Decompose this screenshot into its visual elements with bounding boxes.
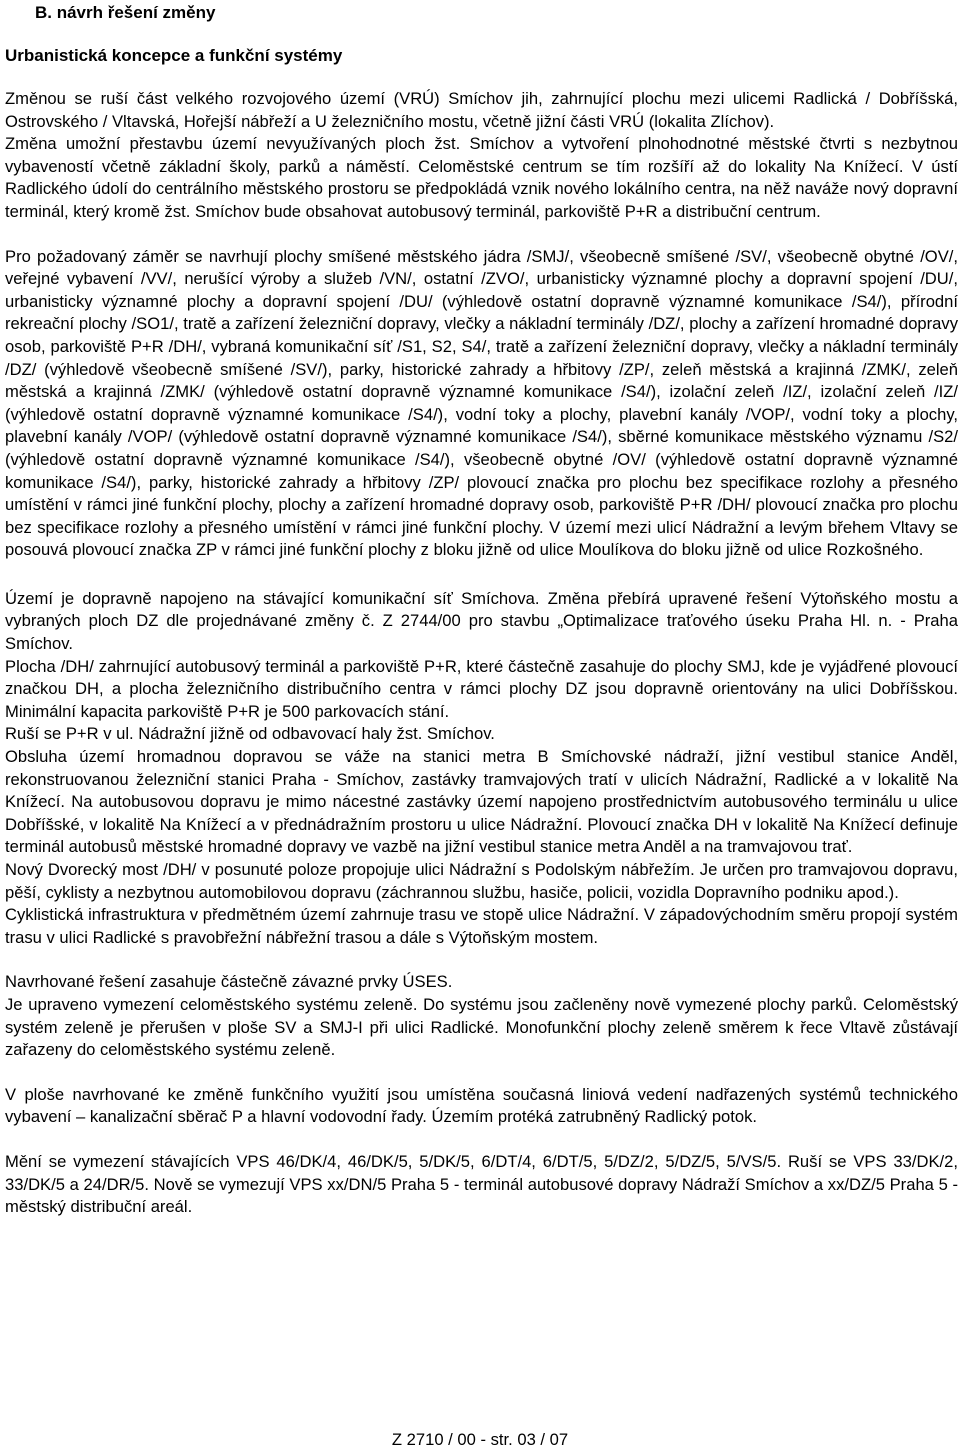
paragraph-rusi-pr: Ruší se P+R v ul. Nádražní jižně od odbavovací haly žst. Smíchov. bbox=[5, 724, 495, 744]
subsection-heading: Urbanistická koncepce a funkční systémy bbox=[5, 46, 343, 65]
paragraph-doprava-napojeni: Území je dopravně napojeno na stávající komunikační síť Smíchova. Změna přebírá upravené řešení Výtoňského mostu a vybraných ploch DZ dle projednávané změny č. Z 2744/00 pro stavbu „Optimalizace traťového úseku Praha Hl. n. - Praha Smíchov. bbox=[5, 588, 958, 654]
paragraph-plochy: Pro požadovaný záměr se navrhují plochy smíšené městského jádra /SMJ/, všeobecně smíšené /SV/, všeobecně obytné /OV/, veřejné vybavení /VV/, nerušící výroby a služeb /VN/, ostatní /ZVO/, urbanisticky významné plochy a dopravní spojení /DU/, urbanisticky významné plochy a dopravní spojení /DU/ (výhledově ostatní dopravně významné komunikace /S4/), přírodní rekreační plochy /SO1/, tratě a zařízení železniční dopravy, vlečky a nákladní terminály /DZ/, plochy a zařízení hromadné dopravy osob, parkoviště P+R /DH/, vybraná komunikační síť /S1, S2, S4/, tratě a zařízení železniční dopravy, vlečky a nákladní terminály /DZ/ (výhledově všeobecně smíšené /SV/), parky, historické zahrady a hřbitovy /ZP/, zeleň městská a krajinná /ZMK/, zeleň městská a krajinná /ZMK/ (výhledově ostatní dopravně významné komunikace /S4/), izolační zeleň /IZ/, izolační zeleň /IZ/ (výhledově ostatní dopravně významné komunikace /S4/), vodní toky a plochy, plavební kanály /VOP/, vodní toky a plochy, plavební kanály /VOP/ (výhledově ostatní dopravně významné komunikace /S4/), sběrné komunikace městského významu /S2/ (výhledově ostatní dopravně významné komunikace /S4/), všeobecně obytné /OV/ (výhledově ostatní dopravně významné komunikace /S4/), parky, historické zahrady a hřbitovy /ZP/ plovoucí značka pro plochu bez specifikace rozlohy a přesného umístění v rámci jiné funkční plochy, plochy a zařízení hromadné dopravy osob, parkoviště P+R /DH/ plovoucí značka pro plochu bez specifikace rozlohy a přesného umístění v rámci jiné funkční plochy. V území mezi ulicí Nádražní a levým břehem Vltavy se posouvá plovoucí značka ZP v rámci jiné funkční plochy z bloku jižně od ulice Moulíkova do bloku jižně od ulice Rozkošného. bbox=[5, 246, 958, 560]
paragraph-cyklisticka: Cyklistická infrastruktura v předmětném území zahrnuje trasu ve stopě ulice Nádražní. V západovýchodním směru propojí systém trasu v ulici Radlické s pravobřežní nábřežní trasou a dále s Výtoňským mostem. bbox=[5, 905, 958, 947]
paragraph-hromadna-doprava: Obsluha území hromadnou dopravou se váže na stanici metra B Smíchovské nádraží, jižní vestibul stanice Anděl, rekonstruovanou železniční stanici Praha - Smíchov, zastávky tramvajových tratí v ulicích Nádražní, Radlické a v lokalitě Na Knížecí. Na autobusovou dopravu je mimo nácestné zastávky území napojeno prostřednictvím autobusového terminálu u ulice Dobříšské, v lokalitě Na Knížecí a v přednádražním prostoru u ulice Nádražní. Plovoucí značka DH v lokalitě Na Knížecí definuje terminál autobusů městské hromadné dopravy ve vazbě na jižní vestibul stanice metra Anděl a na tramvajovou trať. bbox=[5, 747, 958, 857]
paragraph-plocha-dh: Plocha /DH/ zahrnující autobusový terminál a parkoviště P+R, které částečně zasahuje do plochy SMJ, kde je vyjádřené plovoucí značkou DH, a plocha železničního distribučního centra v rámci plochy DZ jsou dopravně orientovány na ulici Dobříšskou. Minimální kapacita parkoviště P+R je 500 parkovacích stání. bbox=[5, 656, 958, 721]
paragraph-vps: Mění se vymezení stávajících VPS 46/DK/4, 46/DK/5, 5/DK/5, 6/DT/4, 6/DT/5, 5/DZ/2, 5/DZ/5, 5/VS/5. Ruší se VPS 33/DK/2, 33/DK/5 a 24/DR/5. Nově se vymezují VPS xx/DN/5 Praha 5 - terminál autobusové dopravy Nádraží Smíchov a xx/DZ/5 Praha 5 - městský distribuční areál. bbox=[5, 1151, 958, 1217]
paragraph-uses: Navrhované řešení zasahuje částečně závazné prvky ÚSES. bbox=[5, 972, 453, 992]
paragraph-dvorecky-most: Nový Dvorecký most /DH/ v posunuté poloze propojuje ulici Nádražní s Podolským nábřežím. Je určen pro tramvajovou dopravu, pěší, cyklisty a nezbytnou automobilovou dopravu (záchrannou službu, hasiče, policii, vozidla Dopravního podniku apod.). bbox=[5, 860, 958, 902]
document-page bbox=[5, 0, 958, 1219]
page-footer: Z 2710 / 00 - str. 03 / 07 bbox=[391, 1430, 569, 1449]
paragraph-prestavba: Změna umožní přestavbu území nevyužívaných ploch žst. Smíchov a vytvoření plnohodnotné městské čtvrti s nezbytnou vybaveností včetně základní školy, parků a náměstí. Celoměstské centrum se tím rozšíří až do lokality Na Knížecí. V ústí Radlického údolí do centrálního městského prostoru se předpokládá vznik nového lokálního centra, na něž naváže nový dopravní terminál, který kromě žst. Smíchov bude obsahovat autobusový terminál, parkoviště P+R a distribuční centrum. bbox=[5, 134, 958, 221]
section-heading: B. návrh řešení změny bbox=[35, 3, 216, 22]
paragraph-technicke-vybaveni: V ploše navrhované ke změně funkčního využití jsou umístěna současná liniová vedení nadřazených systémů technického vybavení – kanalizační sběrač P a hlavní vodovodní řady. Územím protéká zatrubněný Radlický potok. bbox=[5, 1084, 958, 1127]
paragraph-vru: Změnou se ruší část velkého rozvojového území (VRÚ) Smíchov jih, zahrnující plochu mezi ulicemi Radlická / Dobříšská, Ostrovského / Vltavská, Hořejší nábřeží a U železničního mostu, včetně jižní části VRÚ (lokalita Zlíchov). bbox=[5, 89, 958, 131]
paragraph-zelen: Je upraveno vymezení celoměstského systému zeleně. Do systému jsou začleněny nově vymezené plochy parků. Celoměstský systém zeleně je přerušen v ploše SV a SMJ-I při ulici Radlické. Monofunkční plochy zeleně směrem k řece Vltavě zůstávají zařazeny do celoměstského systému zeleně. bbox=[5, 994, 958, 1060]
